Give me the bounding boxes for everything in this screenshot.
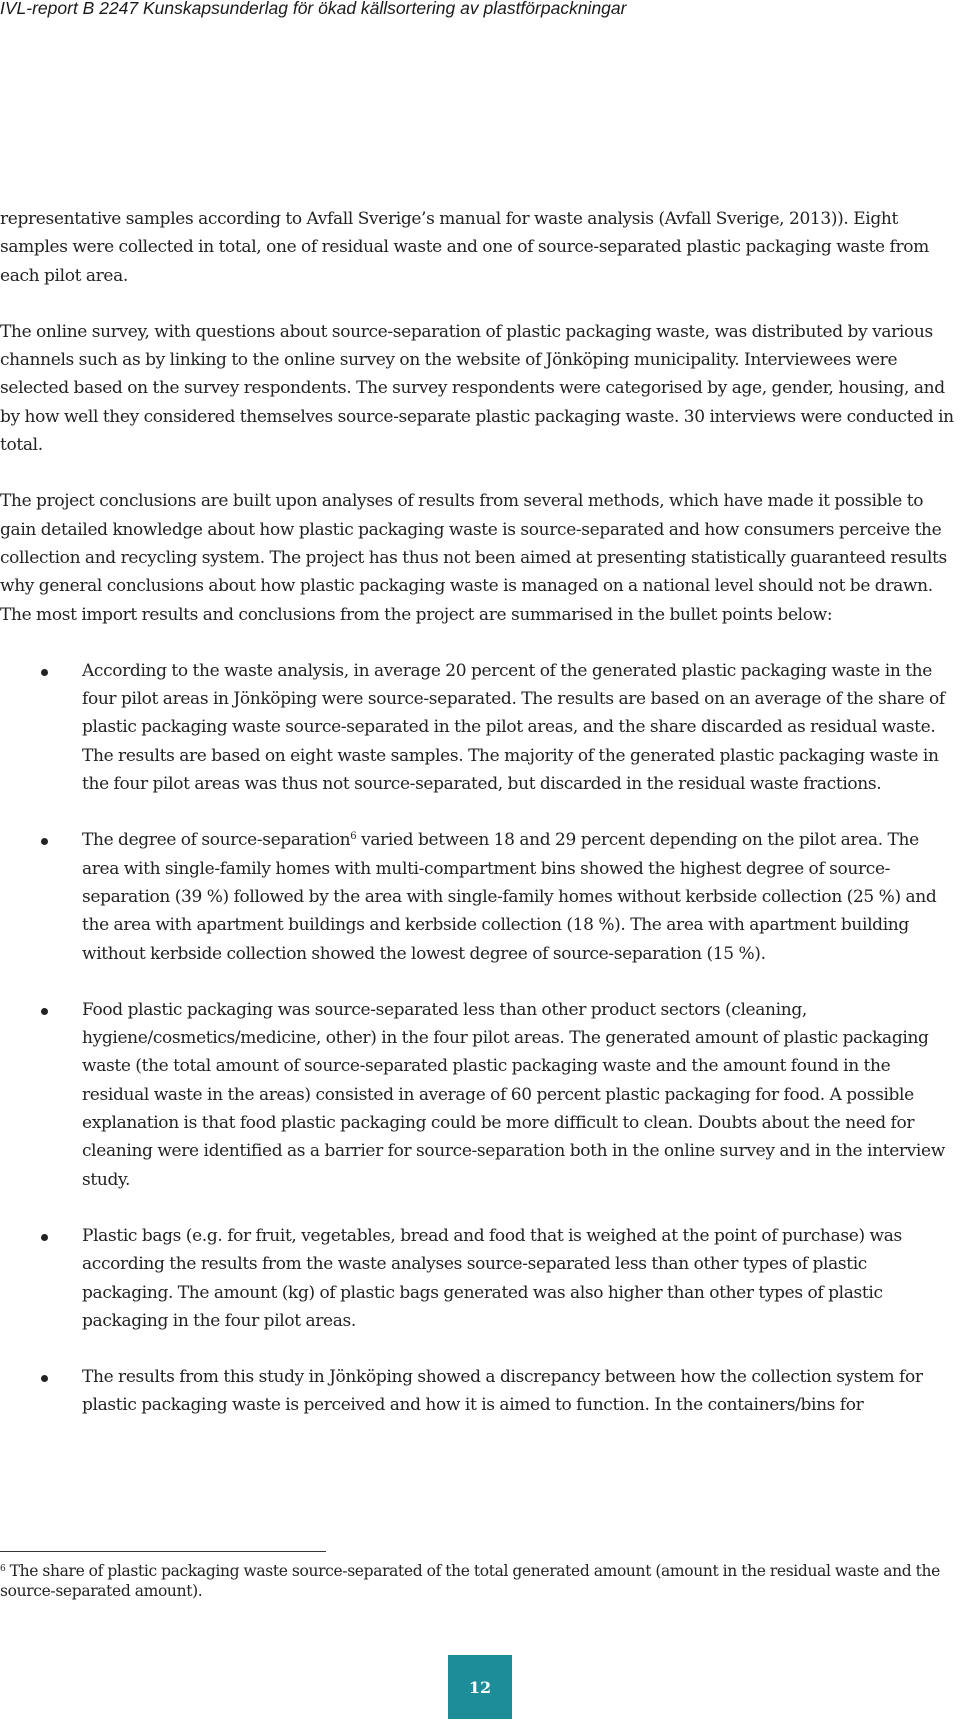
bullet-text-before: The degree of source-separation — [82, 830, 351, 851]
paragraph-conclusions: The project conclusions are built upon analyses of results from several methods, which have made it possible to gain detailed knowledge about how plastic packaging waste is source-separated and how consumers perceive the collection and recycling system. The project has thus not been aimed at presenting statistically guaranteed results why general conclusions about how plastic packaging waste is managed on a national level should not be drawn. The most import results and conclusions from the project are summarised in the bullet points below: — [0, 491, 947, 625]
footnote-divider — [0, 1551, 326, 1552]
running-header: IVL-report B 2247 Kunskapsunderlag för ökad källsortering av plastförpackningar — [0, 0, 627, 18]
conclusions-bullet-list — [0, 657, 960, 1420]
bullet-dot-icon — [41, 1375, 48, 1382]
bullet-text: According to the waste analysis, in average 20 percent of the generated plastic packaging waste in the four pilot areas in Jönköping were source-separated. The results are based on an average of the share of plastic packaging waste source-separated in the pilot areas, and the share discarded as residual waste. The results are based on eight waste samples. The majority of the generated plastic packaging waste in the four pilot areas was thus not source-separated, but discarded in the residual waste fractions. — [82, 660, 945, 795]
footnote — [0, 1561, 960, 1601]
bullet-text: Food plastic packaging was source-separated less than other product sectors (cleaning, hygiene/cosmetics/medicine, other) in the four pilot areas. The generated amount of plastic packaging waste (the total amount of source-separated plastic packaging waste and the amount found in the residual waste in the areas) consisted in average of 60 percent plastic packaging for food. A possible explanation is that food plastic packaging could be more difficult to clean. Doubts about the need for cleaning were identified as a barrier for source-separation both in the online survey and in the interview study. — [82, 999, 945, 1190]
bullet-text: Plastic bags (e.g. for fruit, vegetables, bread and food that is weighed at the point of purchase) was according the results from the waste analyses source-separated less than other types of plastic packaging. The amount (kg) of plastic bags generated was also higher than other types of plastic packaging in the four pilot areas. — [82, 1225, 902, 1331]
bullet-dot-icon — [41, 838, 48, 845]
paragraph-online-survey: The online survey, with questions about source-separation of plastic packaging waste, was distributed by various channels such as by linking to the online survey on the website of Jönköping municipality. Interviewees were selected based on the survey respondents. The survey respondents were categorised by age, gender, housing, and by how well they considered themselves source-separate plastic packaging waste. 30 interviews were conducted in total. — [0, 321, 954, 456]
bullet-item — [0, 826, 960, 967]
bullet-item — [0, 1363, 960, 1420]
bullet-text: The results from this study in Jönköping showed a discrepancy between how the collection system for plastic packaging waste is perceived and how it is aimed to function. In the containers/bins for — [82, 1367, 923, 1416]
page-number-badge — [448, 1655, 512, 1719]
bullet-dot-icon — [41, 1008, 48, 1015]
bullet-item — [0, 657, 960, 798]
footnote-reference[interactable]: 6 — [350, 831, 357, 843]
bullet-item — [0, 1222, 960, 1335]
bullet-item — [0, 996, 960, 1194]
footnote-marker: 6 — [0, 1564, 6, 1574]
body-text — [0, 205, 960, 1448]
bullet-dot-icon — [41, 669, 48, 676]
bullet-dot-icon — [41, 1234, 48, 1241]
bullet-text-after: varied between 18 and 29 percent depending on the pilot area. The area with single-family homes with multi-compartment bins showed the highest degree of source-separation (39 %) followed by the area with single-family homes without kerbside collection (25 %) and the area with apartment buildings and kerbside collection (18 %). The area with apartment building without kerbside collection showed the lowest degree of source-separation (15 %). — [82, 830, 937, 964]
page-number: 12 — [468, 1677, 492, 1697]
paragraph-sampling: representative samples according to Avfall Sverige’s manual for waste analysis (Avfall Sverige, 2013)). Eight samples were collected in total, one of residual waste and one of source-separated plastic packaging waste from each pilot area. — [0, 209, 929, 286]
footnote-text: The share of plastic packaging waste source-separated of the total generated amount (amount in the residual waste and the source-separated amount). — [0, 1562, 940, 1600]
